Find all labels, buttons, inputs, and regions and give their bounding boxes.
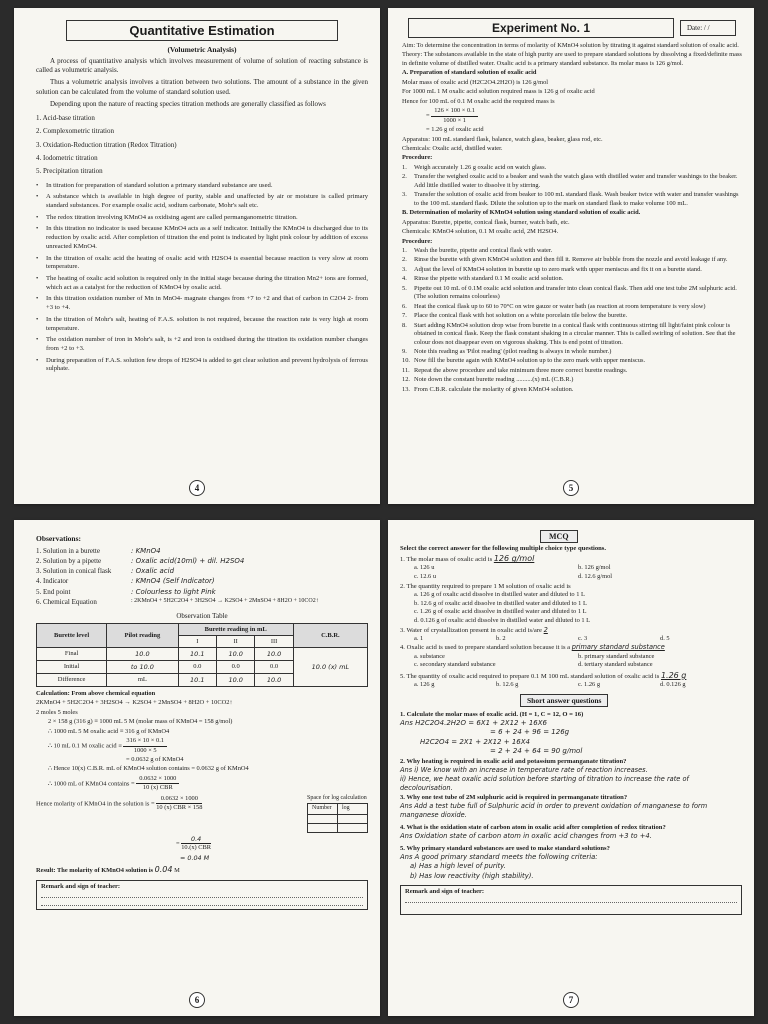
chemicals-a: Chemicals: Oxalic acid, distilled water.: [402, 144, 503, 152]
mass-result: = 1.26 g of oxalic acid: [426, 126, 484, 134]
list-item: 2. Transfer the weighed oxalic acid to a beaker and wash the watch glass with distilled water and transfer washings to the beaker. Add little distilled water to dissolve it by stirring.: [402, 173, 738, 189]
mcq-question: 5. The quantity of oxalic acid required to prepare 0.1 M 100 mL standard solution of oxalic acid is 1.26 g: [400, 670, 687, 680]
fraction-numerator: 126 × 100 × 0.1: [431, 107, 478, 116]
observation-row: 4. Indicator : KMnO4 (Self Indicator): [36, 577, 215, 586]
calc-line: ∴ 10 mL 0.1 M oxalic acid ≡ $\frac{316 \times 10 \times 0.1}{1000 \times 5}$: [36, 737, 368, 755]
mcq-question: 4. Oxalic acid is used to prepare standard solution because it is a primary standard substance: [400, 643, 665, 652]
experiment-title: Experiment No. 1: [408, 18, 674, 38]
intro-paragraph: A process of quantitative analysis which involves measurement of volume of solution of reacting substance is called as volumetric analysis.: [36, 57, 368, 75]
section-b-heading: B. Determination of molarity of KMnO4 solution using standard solution of oxalic acid.: [402, 209, 641, 217]
mcq-options: a. 1 b. 2 c. 3 d. 5: [414, 634, 670, 642]
list-item: 1. Acid-base titration: [36, 114, 95, 123]
teacher-remark-box: Remark and sign of teacher:: [400, 885, 742, 915]
theory-text: Theory: The substances available in the state of high purity are used to prepare standard solutions by dissolving a fixed/definite mass in definite volume of distilled water. Oxalic acid is a primary standard substance. Its molar mass is 126 g/mol.: [402, 51, 742, 67]
sa-answer: Ans H2C2O4.2H2O = 6X1 + 2X12 + 16X6 = 6 + 24 + 96 = 126g H2C2O4 = 2X1 + 2X12 + 16X4 = 2 + 24 + 64 = 90 g/mol: [400, 718, 583, 756]
observation-row: 3. Solution in conical flask : Oxalic acid: [36, 567, 175, 576]
procedure-b-list: [402, 247, 742, 394]
sa-answer: Ans Add a test tube full of Sulphuric acid in order to prevent oxidation of manganese to form manganese dioxide.: [400, 801, 708, 819]
col-header: Burette level: [37, 623, 107, 647]
fraction-denominator: 1000 × 1: [443, 116, 466, 124]
chemicals-b: Chemicals: KMnO4 solution, 0.1 M oxalic acid, 2M H2SO4.: [402, 228, 559, 236]
page-number: 7: [563, 992, 579, 1008]
sa-answer: Ans A good primary standard meets the following criteria: a) Has a high level of purity. b) Has low reactivity (high stability).: [400, 853, 598, 880]
page-number: 4: [189, 480, 205, 496]
list-item: 6. Heat the conical flask up to 60 to 70°C on wire gauze or water bath (as reaction at room temperature is very slow): [402, 302, 706, 310]
list-item: 2. Rinse the burette with given KMnO4 solution and then fill it. Remove air bubble from the nozzle and avoid leakage if any.: [402, 256, 728, 264]
sa-question: 5. Why primary standard substances are used to make standard solutions?: [400, 844, 610, 852]
molarity-answer: = 0.04 M: [180, 853, 210, 862]
cbr-value: 10.0 (x) mL: [293, 647, 367, 686]
observation-row: 1. Solution in a burette : KMnO4: [36, 547, 161, 555]
observation-row: 5. End point : Colourless to light Pink: [36, 587, 216, 596]
short-answer-heading: Short answer questions: [520, 694, 608, 707]
mcq-question: 3. Water of crystallization present in oxalic acid is/are 2: [400, 625, 548, 634]
procedure-heading-a: Procedure:: [402, 154, 433, 162]
observation-row: 6. Chemical Equation : 2KMnO4 + 5H2C2O4 + 3H2SO4 → K2SO4 + 2MnSO4 + 8H2O + 10CO2↑: [36, 597, 319, 606]
list-item: • During preparation of F.A.S. solution few drops of H2SO4 is added to get clear solution and prevent hydrolysis of ferrous sulphate.: [36, 357, 368, 374]
procedure-a-list: [402, 164, 742, 208]
list-item: 4. Iodometric titration: [36, 154, 98, 163]
page-number: 6: [189, 992, 205, 1008]
page-title: Quantitative Estimation: [66, 20, 338, 41]
sub-header: II: [216, 635, 254, 647]
section-a-heading: A. Preparation of standard solution of oxalic acid: [402, 69, 537, 77]
list-item: 5. Pipette out 10 mL of 0.1M oxalic acid solution and transfer into clean conical flask. Then add one test tube 2M sulphuric acid. (The solution remains colourless): [402, 284, 737, 301]
sub-header: I: [178, 635, 216, 647]
mcq-options: a. 126 g b. 12.6 g c. 1.26 g d. 0.126 g: [414, 681, 686, 689]
calc-line: ∴ 1000 mL of KMnO4 contains = $\frac{0.0632 \times 1000}{\text{10 (x) CBR}}$: [36, 775, 368, 793]
list-item: 3. Oxidation-Reduction titration (Redox Titration): [36, 140, 177, 149]
hence-text: Hence for 100 mL of 0.1 M oxalic acid the required mass is: [402, 97, 555, 105]
observations-heading: Observations:: [36, 534, 81, 543]
list-item: • A substance which is available in high degree of purity, stable and unaffected by air or moisture is called primary standard substances. For example oxalic acid, sodium carbonate, Mohr's salt etc.: [36, 193, 368, 210]
mcq-options: a. substance b. primary standard substance c. secondary standard substance d. tertiary standard substance: [414, 652, 655, 669]
list-item: 8. Start adding KMnO4 solution drop wise from burette in a conical flask with continuous stirring till light/faint pink colour is obtained in conical flask. Keep the flask constant shaking in a circular manner. This is called swirling of solution. See that the colour does not disappear even on vigorous shaking. This is end point of titration.: [402, 321, 736, 346]
list-item: • In this titration oxidation number of Mn in MnO4- magnate changes from +7 to +2 and that of carbon in C2O4 2- from +3 to +4.: [36, 295, 368, 312]
list-item: 10. Now fill the burette again with KMnO4 solution up to the zero mark with upper meniscus.: [402, 357, 646, 365]
list-item: 3. Adjust the level of KMnO4 solution in burette up to zero mark with upper meniscus and fix it on a burette stand.: [402, 265, 702, 273]
experiment-body: [402, 42, 742, 394]
notes-list: [36, 182, 368, 374]
calc-line: = $\frac{0.4}{\text{10.(x) CBR}}$: [176, 834, 212, 852]
calculation-block: [36, 690, 368, 876]
calc-line: 2 × 158 g (316 g) ≡ 1000 mL 5 M (molar mass of KMnO4 = 158 g/mol): [48, 718, 233, 726]
page-5: [388, 8, 754, 504]
list-item: • The oxidation number of iron in Mohr's salt, is +2 and iron is oxidised during the titration its oxidation number changes from +2 to +3.: [36, 336, 368, 353]
list-item: 1. Wash the burette, pipette and conical flask with water.: [402, 246, 553, 254]
table-row: Initial to 10.0 0.0 0.0 0.0: [37, 660, 368, 673]
date-box: Date: / /: [680, 20, 736, 36]
list-item: 12. Note down the constant burette reading ..........(x) mL (C.B.R.): [402, 376, 574, 384]
apparatus-b: Apparatus: Burette, pipette, conical flask, burner, watch bath, etc.: [402, 218, 570, 226]
list-item: 2. Complexometric titration: [36, 127, 114, 136]
mass-text: For 1000 mL 1 M oxalic acid solution required mass is 126 g of oxalic acid: [402, 88, 595, 96]
sa-answer: Ans Oxidation state of carbon atom in oxalic acid changes from +3 to +4.: [400, 831, 652, 840]
observation-row: 2. Solution by a pipette : Oxalic acid(10ml) + dil. H2SO4: [36, 557, 245, 566]
page-subtitle: (Volumetric Analysis): [167, 45, 237, 54]
calc-line: ∴ Hence 10(x) C.B.R. mL of KMnO4 solution contains = 0.0632 g of KMnO4: [48, 765, 249, 773]
table-row: Final 10.0 10.1 10.0 10.0 10.0 (x) mL: [37, 647, 368, 660]
mcq-question: 2. The quantity required to prepare 1 M solution of oxalic acid is: [400, 582, 571, 590]
molarity-line: Hence molarity of KMnO4 in the solution is = $\frac{0.0632 \times 1000}{\text{10 (x) CBR × 158}}$: [36, 794, 203, 812]
teacher-remark-box: Remark and sign of teacher:: [36, 880, 368, 910]
calc-line: = 0.0632 g of KMnO4: [126, 756, 184, 764]
result-line: Result: The molarity of KMnO4 solution is 0.04 M: [36, 865, 180, 874]
procedure-heading-b: Procedure:: [402, 237, 433, 245]
page-4: [14, 8, 380, 504]
sa-question: 3. Why one test tube of 2M sulphuric acid is required in permanganate titration?: [400, 793, 628, 801]
page-6: [14, 520, 380, 1016]
col-header: C.B.R.: [293, 623, 367, 647]
list-item: • In the titration of oxalic acid the heating of oxalic acid with H2SO4 is essential because reaction is very slow at room temperature.: [36, 255, 368, 272]
mcq-options: a. 126 g of oxalic acid dissolve in distilled water and diluted to 1 L b. 12.6 g of oxalic acid dissolve in distilled water and diluted to 1 L c. 1.26 g of oxalic acid dissolve in distilled water and diluted to 1 L d. 0.126 g of oxalic acid dissolve in distilled water and diluted to 1 L: [414, 590, 591, 624]
observation-table: [36, 623, 368, 687]
list-item: 4. Rinse the pipette with standard 0.1 M oxalic acid solution.: [402, 275, 564, 283]
list-item: 5. Precipitation titration: [36, 167, 103, 176]
intro-paragraph-2: Thus a volumetric analysis involves a titration between two solutions. The amount of a substance in the given solution can be calculated from the volume of standard solution used.: [36, 78, 368, 96]
aim-text: Aim: To determine the concentration in terms of molarity of KMnO4 solution by titrating it against standard solution of oxalic acid.: [402, 42, 739, 49]
mass-fraction: = $\frac{126 \times 100 \times 0.1}{1000 \times 1}$: [402, 107, 742, 125]
molarity-row: [36, 795, 368, 833]
pilot-range: to 10.0: [107, 660, 178, 673]
calc-line: ∴ 1000 mL 5 M oxalic acid ≡ 316 g of KMnO4: [48, 727, 170, 735]
calculation-heading: Calculation: From above chemical equation: [36, 689, 156, 697]
mcq-heading: MCQ: [540, 530, 578, 543]
sa-question: 1. Calculate the molar mass of oxalic acid. (H = 1, C = 12, O = 16): [400, 710, 584, 718]
apparatus-a: Apparatus: 100 mL standard flask, balance, watch glass, beaker, glass rod, etc.: [402, 135, 603, 143]
mcq-question: 1. The molar mass of oxalic acid is 126 g/mol: [400, 554, 535, 564]
calc-line: 2 moles 5 moles: [36, 708, 78, 716]
list-item: • In the titration of Mohr's salt, heating of F.A.S. solution is not required, because the reaction rate is very high at room temperature.: [36, 316, 368, 333]
sa-answer: Ans i) We know with an increase in temperature rate of reaction increases. ii) Hence, we heat oxalic acid solution before starting of titration to increase the rate of decolourisation.: [400, 765, 689, 792]
list-item: 3. Transfer the solution of oxalic acid from beaker to 100 mL standard flask. Wash beaker twice with water and transfer washings to the 100 mL standard flask. Dilute the solution up to the mark on standard flask to make volume 100 mL.: [402, 191, 739, 207]
list-item: 1. Weigh accurately 1.26 g oxalic acid on watch glass.: [402, 163, 547, 171]
list-item: • In titration for preparation of standard solution a primary standard substance are used.: [36, 182, 368, 191]
page-number: 5: [563, 480, 579, 496]
experiment-header: [408, 18, 736, 38]
list-item: • The redox titration involving KMnO4 as oxidising agent are called permanganometric titration.: [36, 214, 368, 223]
mcq-options: a. 126 u b. 126 g/mol c. 12.6 u d. 12.6 g/mol: [414, 564, 613, 581]
sa-question: 2. Why heating is required in oxalic acid and potassium permanganate titration?: [400, 757, 627, 765]
table-title: Observation Table: [176, 611, 228, 620]
col-header: Pilot reading: [107, 623, 178, 647]
mcq-instructions: Select the correct answer for the following multiple choice type questions.: [400, 545, 607, 552]
log-calculation-box: Space for log calculation Number log: [307, 795, 368, 833]
page-7: [388, 520, 754, 1016]
col-header: Burette reading in mL: [178, 623, 293, 635]
observations-list: [36, 546, 368, 607]
list-item: • The heating of oxalic acid solution is required only in the initial stage because during the titration Mn2+ ions are formed, which act as a catalyst for the reduction of KMnO4 by oxalic acid.: [36, 275, 368, 292]
titration-types-list: [36, 112, 368, 178]
intro-paragraph-3: Depending upon the nature of reacting species titration methods are generally classified as follows: [50, 99, 326, 108]
list-item: • In this titration no indicator is used because KMnO4 acts as a self indicator. Initially the KMnO4 is discharged due to its reduction by oxalic acid. After completion of titration the end point is indicated by light pink colour by addition of excess unreacted KMnO4.: [36, 225, 368, 251]
list-item: 7. Place the conical flask with hot solution on a white porcelain tile below the burette.: [402, 312, 628, 320]
sa-question: 4. What is the oxidation state of carbon atom in oxalic acid after completion of redox titration?: [400, 823, 666, 831]
sub-header: III: [255, 635, 293, 647]
list-item: 13. From C.B.R. calculate the molarity of given KMnO4 solution.: [402, 385, 574, 393]
list-item: 9. Note this reading as 'Pilot reading' (pilot reading is always in whole number.): [402, 347, 612, 355]
list-item: 11. Repeat the above procedure and take minimum three more correct burette readings.: [402, 366, 628, 374]
table-row: Difference mL 10.1 10.0 10.0: [37, 673, 368, 686]
molar-mass-text: Molar mass of oxalic acid (H2C2O4.2H2O) is 126 g/mol: [402, 78, 549, 86]
calc-line: 2KMnO4 + 5H2C2O4 + 3H2SO4 → K2SO4 + 2MnSO4 + 8H2O + 10CO2↑: [36, 699, 233, 707]
